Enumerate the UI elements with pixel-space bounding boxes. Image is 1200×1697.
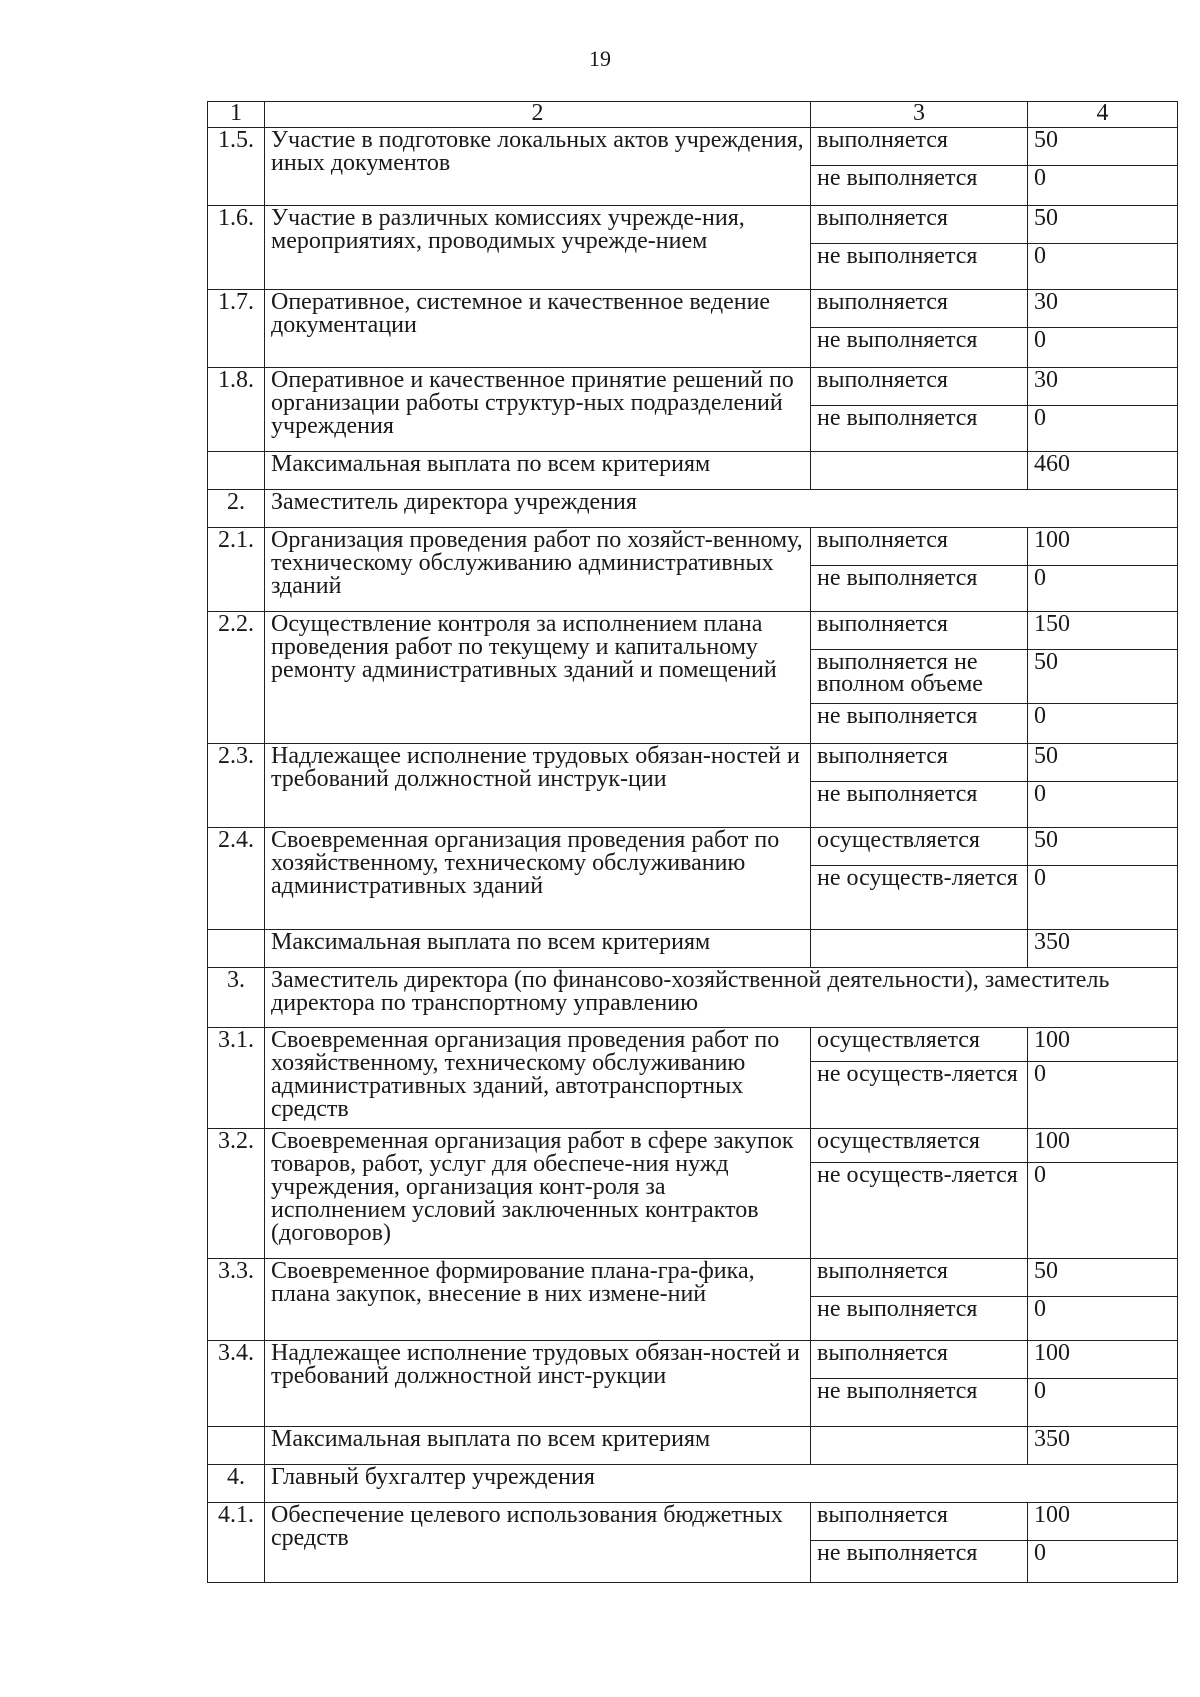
criterion-status: осуществляется [811,1028,1028,1062]
page-number: 19 [589,46,611,71]
criterion-status: не выполняется [811,1379,1028,1427]
criteria-table-body [208,102,1178,1583]
criterion-number: 3.2. [208,1129,265,1259]
criterion-points: 30 [1028,290,1178,328]
criterion-points: 0 [1028,244,1178,290]
section-title: Заместитель директора (по финансово-хозяйственной деятельности), заместитель директора по транспортному управлению [265,968,1178,1028]
empty-status-cell [811,1427,1028,1465]
criterion-status: осуществляется [811,828,1028,866]
criterion-text: Организация проведения работ по хозяйст-венному, техническому обслуживанию административных зданий [265,528,811,612]
criterion-number: 2.1. [208,528,265,612]
criterion-status: выполняется [811,128,1028,166]
max-payment-label: Максимальная выплата по всем критериям [265,930,811,968]
empty-number-cell [208,1427,265,1465]
criterion-points: 50 [1028,206,1178,244]
criterion-number: 3.3. [208,1259,265,1341]
criterion-points: 100 [1028,1028,1178,1062]
criterion-points: 0 [1028,866,1178,930]
criterion-status: выполняется [811,612,1028,650]
criterion-status: не осуществ-ляется [811,1062,1028,1129]
section-number: 4. [208,1465,265,1503]
criterion-text: Обеспечение целевого использования бюджетных средств [265,1503,811,1583]
criterion-points: 0 [1028,166,1178,206]
empty-number-cell [208,930,265,968]
criterion-status: выполняется [811,744,1028,782]
criterion-number: 1.8. [208,368,265,452]
table-row [208,612,1178,650]
criterion-status: не выполняется [811,704,1028,744]
criterion-points: 50 [1028,650,1178,704]
criterion-status: не выполняется [811,782,1028,828]
table-row [208,290,1178,328]
criterion-points: 50 [1028,828,1178,866]
table-row [208,1129,1178,1163]
criterion-number: 3.1. [208,1028,265,1129]
criterion-text: Своевременное формирование плана-гра-фика, плана закупок, внесение в них измене-ний [265,1259,811,1341]
criterion-points: 50 [1028,128,1178,166]
criterion-status: выполняется [811,206,1028,244]
criterion-number: 1.6. [208,206,265,290]
criterion-points: 0 [1028,566,1178,612]
criterion-text: Надлежащее исполнение трудовых обязан-ностей и требований должностной инструк-ции [265,744,811,828]
max-payment-points: 350 [1028,930,1178,968]
criterion-number: 1.5. [208,128,265,206]
column-number-header: 4 [1028,102,1178,128]
criterion-status: выполняется [811,290,1028,328]
max-payment-label: Максимальная выплата по всем критериям [265,452,811,490]
table-row [208,1503,1178,1541]
total-row [208,1427,1178,1465]
criterion-points: 150 [1028,612,1178,650]
criterion-points: 100 [1028,1129,1178,1163]
criterion-status: не выполняется [811,328,1028,368]
criterion-status: выполняется не вполном объеме [811,650,1028,704]
criterion-status: не выполняется [811,1297,1028,1341]
section-row [208,1465,1178,1503]
table-row [208,368,1178,406]
criterion-status: не выполняется [811,166,1028,206]
criterion-status: не выполняется [811,406,1028,452]
criterion-points: 30 [1028,368,1178,406]
criterion-number: 2.4. [208,828,265,930]
criterion-text: Осуществление контроля за исполнением плана проведения работ по текущему и капитальному ремонту административных зданий и помещений [265,612,811,744]
criterion-points: 100 [1028,528,1178,566]
table-row [208,1028,1178,1062]
max-payment-points: 460 [1028,452,1178,490]
criterion-number: 1.7. [208,290,265,368]
criterion-points: 50 [1028,1259,1178,1297]
criterion-points: 100 [1028,1341,1178,1379]
table-row [208,828,1178,866]
criterion-status: выполняется [811,1503,1028,1541]
criterion-points: 0 [1028,704,1178,744]
criterion-status: выполняется [811,368,1028,406]
criterion-text: Своевременная организация проведения работ по хозяйственному, техническому обслуживанию административных зданий [265,828,811,930]
criterion-points: 0 [1028,782,1178,828]
section-number: 2. [208,490,265,528]
column-number-header: 2 [265,102,811,128]
section-row [208,490,1178,528]
column-number-header: 1 [208,102,265,128]
table-row [208,128,1178,166]
table-row [208,206,1178,244]
section-title: Заместитель директора учреждения [265,490,1178,528]
criterion-status: не выполняется [811,244,1028,290]
table-row [208,1341,1178,1379]
criterion-number: 3.4. [208,1341,265,1427]
criterion-points: 0 [1028,1379,1178,1427]
criterion-text: Надлежащее исполнение трудовых обязан-ностей и требований должностной инст-рукции [265,1341,811,1427]
criterion-points: 50 [1028,744,1178,782]
criterion-points: 0 [1028,1163,1178,1259]
criterion-text: Участие в различных комиссиях учрежде-ния, мероприятиях, проводимых учрежде-нием [265,206,811,290]
criterion-text: Оперативное и качественное принятие решений по организации работы структур-ных подразделений учреждения [265,368,811,452]
criterion-status: не осуществ-ляется [811,1163,1028,1259]
criterion-number: 2.3. [208,744,265,828]
criterion-status: не выполняется [811,1541,1028,1583]
empty-status-cell [811,452,1028,490]
empty-status-cell [811,930,1028,968]
criteria-table [207,101,1178,1583]
column-number-row [208,102,1178,128]
criterion-text: Своевременная организация проведения работ по хозяйственному, техническому обслуживанию административных зданий, автотранспортных средств [265,1028,811,1129]
criterion-points: 100 [1028,1503,1178,1541]
empty-number-cell [208,452,265,490]
table-row [208,744,1178,782]
criterion-status: не выполняется [811,566,1028,612]
total-row [208,452,1178,490]
criterion-status: осуществляется [811,1129,1028,1163]
criterion-status: выполняется [811,1341,1028,1379]
column-number-header: 3 [811,102,1028,128]
criterion-points: 0 [1028,406,1178,452]
table-row [208,528,1178,566]
criterion-text: Своевременная организация работ в сфере закупок товаров, работ, услуг для обеспече-ния нужд учреждения, организация конт-роля за исполнением условий заключенных контрактов (договоров) [265,1129,811,1259]
criterion-text: Оперативное, системное и качественное ведение документации [265,290,811,368]
section-row [208,968,1178,1028]
criterion-text: Участие в подготовке локальных актов учреждения, иных документов [265,128,811,206]
max-payment-points: 350 [1028,1427,1178,1465]
criterion-points: 0 [1028,1297,1178,1341]
criterion-points: 0 [1028,1062,1178,1129]
section-title: Главный бухгалтер учреждения [265,1465,1178,1503]
total-row [208,930,1178,968]
criterion-status: выполняется [811,1259,1028,1297]
table-row [208,1259,1178,1297]
criterion-points: 0 [1028,1541,1178,1583]
section-number: 3. [208,968,265,1028]
criterion-points: 0 [1028,328,1178,368]
max-payment-label: Максимальная выплата по всем критериям [265,1427,811,1465]
criterion-status: не осуществ-ляется [811,866,1028,930]
criterion-status: выполняется [811,528,1028,566]
criterion-number: 4.1. [208,1503,265,1583]
criterion-number: 2.2. [208,612,265,744]
